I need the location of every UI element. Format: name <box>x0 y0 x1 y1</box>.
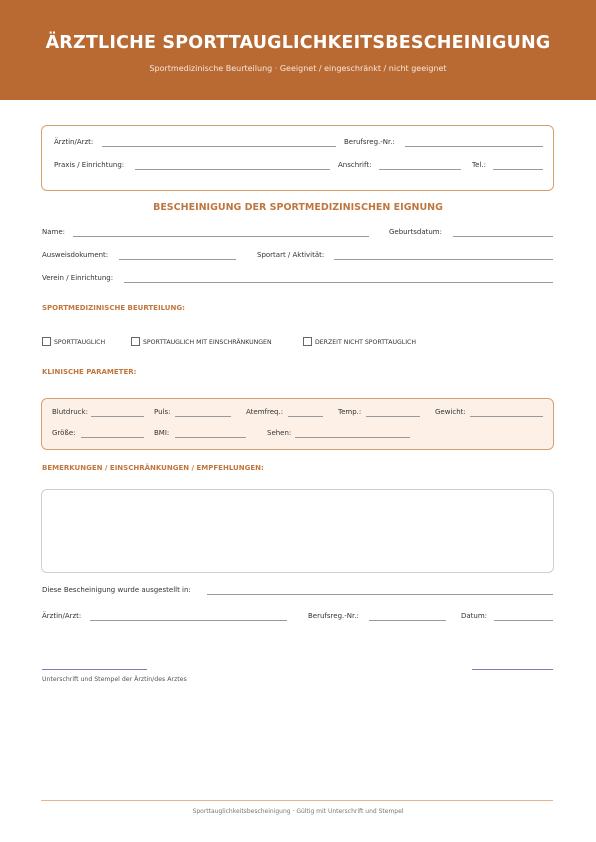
issued-in-field[interactable] <box>207 594 553 595</box>
reg-label: Berufsreg.-Nr.: <box>344 138 395 146</box>
stamp-line[interactable] <box>472 669 553 670</box>
reg-field[interactable] <box>405 146 543 147</box>
issuing-reg-label: Berufsreg.-Nr.: <box>308 612 359 620</box>
weight-field[interactable] <box>470 416 543 417</box>
issuing-doctor-field[interactable] <box>90 620 287 621</box>
temp-label: Temp.: <box>338 408 362 416</box>
clinical-title: KLINISCHE PARAMETER: <box>42 368 137 376</box>
name-field[interactable] <box>73 236 369 237</box>
issuing-doctor-label: Ärztin/Arzt: <box>42 612 82 620</box>
assessment-title: SPORTMEDIZINISCHE BEURTEILUNG: <box>42 304 185 312</box>
practice-field[interactable] <box>135 169 330 170</box>
vision-field[interactable] <box>295 437 410 438</box>
resp-rate-field[interactable] <box>288 416 323 417</box>
checkbox-not-fit[interactable] <box>303 337 312 346</box>
checkbox-not-fit-label: DERZEIT NICHT SPORTTAUGLICH <box>315 339 417 346</box>
doctor-field[interactable] <box>102 146 336 147</box>
issued-in-label: Diese Bescheinigung wurde ausgestellt in: <box>42 586 191 594</box>
vision-label: Sehen: <box>267 429 292 437</box>
checkbox-fit[interactable] <box>42 337 51 346</box>
checkbox-fit-restricted[interactable] <box>131 337 140 346</box>
id-document-label: Ausweisdokument: <box>42 251 109 259</box>
birthdate-field[interactable] <box>453 236 553 237</box>
practice-label: Praxis / Einrichtung: <box>54 161 125 169</box>
signature-label: Unterschrift und Stempel der Ärztin/des Arztes <box>42 676 187 683</box>
main-title: BESCHEINIGUNG DER SPORTMEDIZINISCHEN EIGNUNG <box>153 202 443 213</box>
birthdate-label: Geburtsdatum: <box>389 228 442 236</box>
clinical-box <box>41 398 554 450</box>
document-subtitle: Sportmedizinische Beurteilung · Geeignet / eingeschränkt / nicht geeignet <box>149 64 447 73</box>
date-label: Datum: <box>461 612 488 620</box>
height-field[interactable] <box>81 437 144 438</box>
name-label: Name: <box>42 228 66 236</box>
checkbox-fit-label: SPORTTAUGLICH <box>54 339 106 346</box>
resp-rate-label: Atemfreq.: <box>246 408 284 416</box>
document-title: ÄRZTLICHE SPORTTAUGLICHKEITSBESCHEINIGUNG <box>45 33 551 53</box>
blood-pressure-field[interactable] <box>91 416 144 417</box>
date-field[interactable] <box>494 620 553 621</box>
address-label: Anschrift: <box>338 161 372 169</box>
bmi-label: BMI: <box>154 429 170 437</box>
height-label: Größe: <box>52 429 76 437</box>
sport-field[interactable] <box>334 259 553 260</box>
blood-pressure-label: Blutdruck: <box>52 408 88 416</box>
phone-label: Tel.: <box>472 161 486 169</box>
pulse-field[interactable] <box>175 416 231 417</box>
address-field[interactable] <box>379 169 461 170</box>
issuing-reg-field[interactable] <box>369 620 446 621</box>
checkbox-fit-restricted-label: SPORTTAUGLICH MIT EINSCHRÄNKUNGEN <box>143 339 272 346</box>
weight-label: Gewicht: <box>435 408 466 416</box>
header-banner <box>0 0 596 100</box>
bmi-field[interactable] <box>175 437 246 438</box>
doctor-label: Ärztin/Arzt: <box>54 138 94 146</box>
club-label: Verein / Einrichtung: <box>42 274 114 282</box>
signature-line[interactable] <box>42 669 147 670</box>
remarks-title: BEMERKUNGEN / EINSCHRÄNKUNGEN / EMPFEHLUNGEN: <box>42 464 264 472</box>
doctor-info-box <box>41 125 554 191</box>
remarks-textarea[interactable] <box>41 489 554 573</box>
id-document-field[interactable] <box>119 259 236 260</box>
footer-text: Sporttauglichkeitsbescheinigung · Gültig mit Unterschrift und Stempel <box>192 808 404 815</box>
phone-field[interactable] <box>493 169 543 170</box>
sport-label: Sportart / Aktivität: <box>257 251 325 259</box>
club-field[interactable] <box>124 282 553 283</box>
footer-divider <box>41 800 553 801</box>
temp-field[interactable] <box>366 416 420 417</box>
pulse-label: Puls: <box>154 408 171 416</box>
